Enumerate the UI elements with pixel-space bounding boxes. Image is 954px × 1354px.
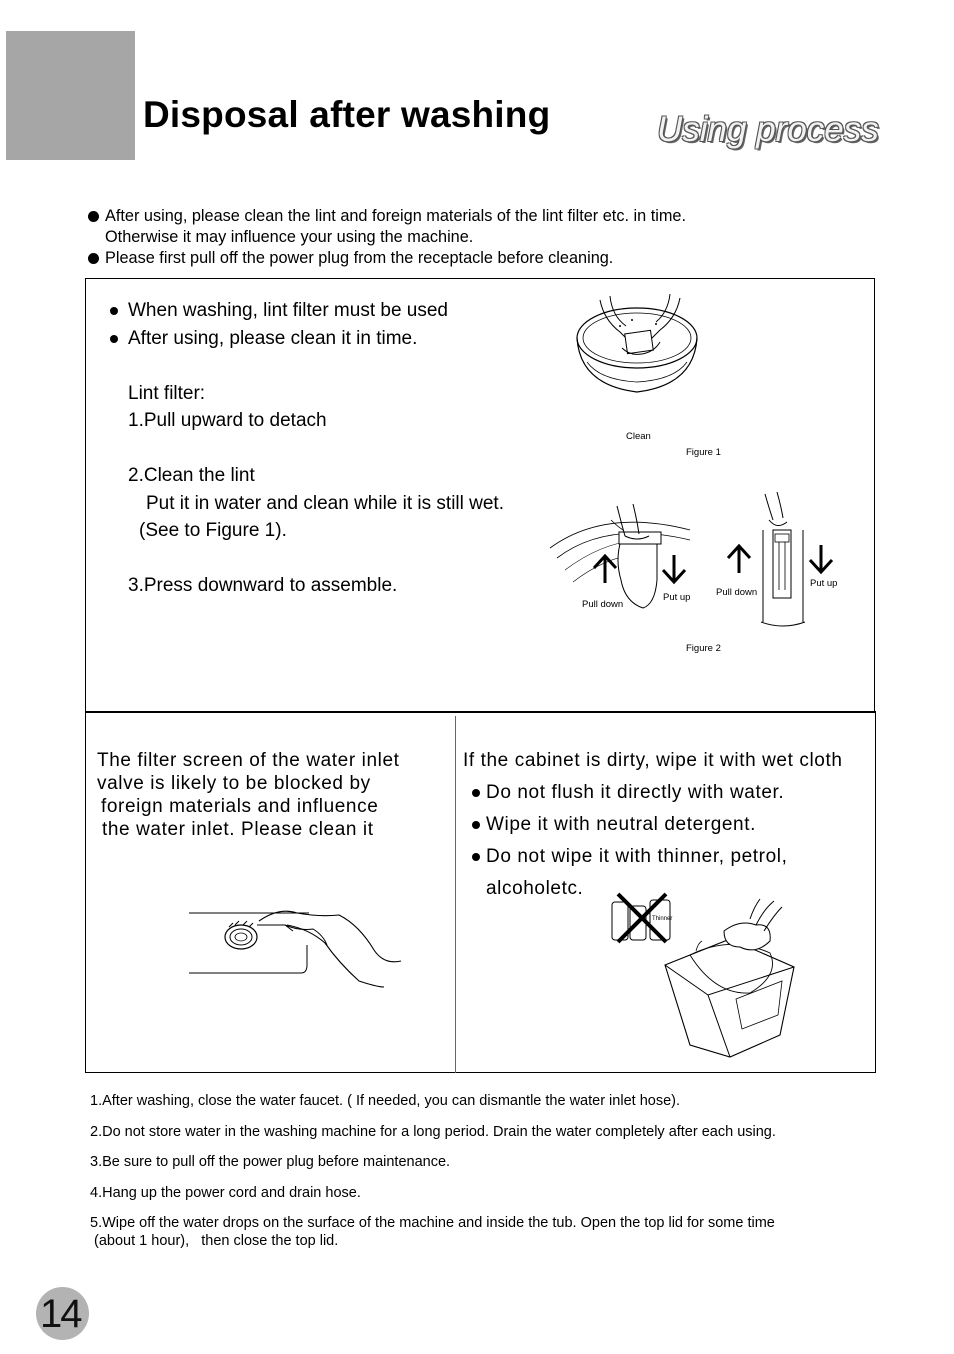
step-5-line-1: 5.Wipe off the water drops on the surface of the machine and inside the tub. Open the top lid for some time	[90, 1215, 775, 1231]
lint-step-1: 1.Pull upward to detach	[128, 410, 327, 431]
bullet-dot-icon	[88, 211, 99, 222]
step-4: 4.Hang up the power cord and drain hose.	[90, 1184, 361, 1201]
lint-bullet-2-text: After using, please clean it in time.	[128, 327, 418, 349]
intro-bullet-1-line-1: After using, please clean the lint and foreign materials of the lint filter etc. in time.	[105, 207, 686, 225]
figure-2-column-filter-illustration	[755, 490, 810, 630]
step-5-line-2: (about 1 hour), then close the top lid.	[90, 1233, 339, 1249]
cabinet-cleaning-text	[463, 745, 843, 905]
intro-bullet-2-text: Please first pull off the power plug from the receptacle before cleaning.	[105, 249, 614, 267]
lint-bullet-1	[110, 297, 504, 325]
bullet-dot-icon	[472, 821, 480, 829]
cabinet-bullet-2	[463, 809, 843, 841]
water-inlet-text	[97, 749, 447, 841]
water-inlet-line-4: the water inlet. Please clean it	[102, 819, 374, 840]
cabinet-bullet-3-text: Do not wipe it with thinner, petrol,	[486, 846, 788, 867]
intro-bullet-2	[88, 248, 928, 269]
cabinet-bullet-1	[463, 777, 843, 809]
arrow-down-icon	[660, 553, 688, 585]
water-inlet-line-1: The filter screen of the water inlet	[97, 750, 400, 771]
bullet-dot-icon	[472, 853, 480, 861]
panel-divider-vertical	[455, 716, 456, 1073]
lint-step-2-ref: (See to Figure 1).	[139, 520, 287, 541]
cabinet-bullet-1-text: Do not flush it directly with water.	[486, 782, 785, 803]
figure-2-caption: Figure 2	[686, 643, 721, 654]
section-title: Using process	[657, 110, 879, 149]
water-inlet-valve-cleaning-illustration	[189, 895, 409, 987]
bullet-dot-icon	[110, 335, 118, 343]
bullet-dot-icon	[472, 789, 480, 797]
water-inlet-line-2: valve is likely to be blocked by	[97, 773, 371, 794]
lint-filter-instructions	[110, 297, 504, 600]
figure-2-left-put-up: Put up	[663, 592, 691, 603]
figure-2-right-pull-down: Pull down	[716, 587, 758, 598]
arrow-up-icon	[725, 543, 753, 575]
cabinet-bullet-3-continued: alcoholetc.	[486, 878, 584, 899]
lint-bullet-2	[110, 325, 504, 353]
water-inlet-line-3: foreign materials and influence	[101, 796, 379, 817]
lint-step-2: 2.Clean the lint	[128, 465, 255, 486]
intro-notes	[88, 206, 928, 269]
lint-step-3: 3.Press downward to assemble.	[128, 575, 398, 596]
figure-1-clean-label: Clean	[626, 431, 651, 442]
figure-1-basin-illustration	[570, 290, 710, 402]
cabinet-bullet-3	[463, 841, 843, 873]
lint-heading: Lint filter:	[128, 382, 206, 404]
page-number-badge	[36, 1287, 89, 1340]
cabinet-bullet-2-text: Wipe it with neutral detergent.	[486, 814, 756, 835]
arrow-up-icon	[591, 553, 619, 585]
figure-1-caption: Figure 1	[686, 447, 721, 458]
step-1: 1.After washing, close the water faucet. ( If needed, you can dismantle the water inlet hose).	[90, 1093, 680, 1109]
figure-2-left-pull-down: Pull down	[582, 599, 624, 610]
figure-2-right-put-up: Put up	[810, 578, 838, 589]
step-3: 3.Be sure to pull off the power plug before maintenance.	[90, 1154, 451, 1170]
page-number: 14	[40, 1292, 81, 1336]
bullet-dot-icon	[110, 307, 118, 315]
intro-bullet-1	[88, 206, 928, 248]
step-2: 2.Do not store water in the washing machine for a long period. Drain the water completely after each using.	[90, 1123, 776, 1140]
intro-bullet-1-line-2: Otherwise it may influence your using the machine.	[105, 228, 474, 246]
lint-step-2-detail: Put it in water and clean while it is still wet.	[146, 492, 504, 514]
washing-machine-wiping-illustration	[660, 895, 800, 1060]
bullet-dot-icon	[88, 253, 99, 264]
arrow-down-icon	[807, 543, 835, 575]
page-title: Disposal after washing	[143, 94, 551, 135]
after-washing-steps	[90, 1092, 890, 1250]
bottle-label: Thinner	[652, 916, 673, 922]
header-gray-block	[6, 31, 135, 160]
lint-bullet-1-text: When washing, lint filter must be used	[128, 300, 448, 321]
cabinet-intro: If the cabinet is dirty, wipe it with wet cloth	[463, 750, 843, 771]
